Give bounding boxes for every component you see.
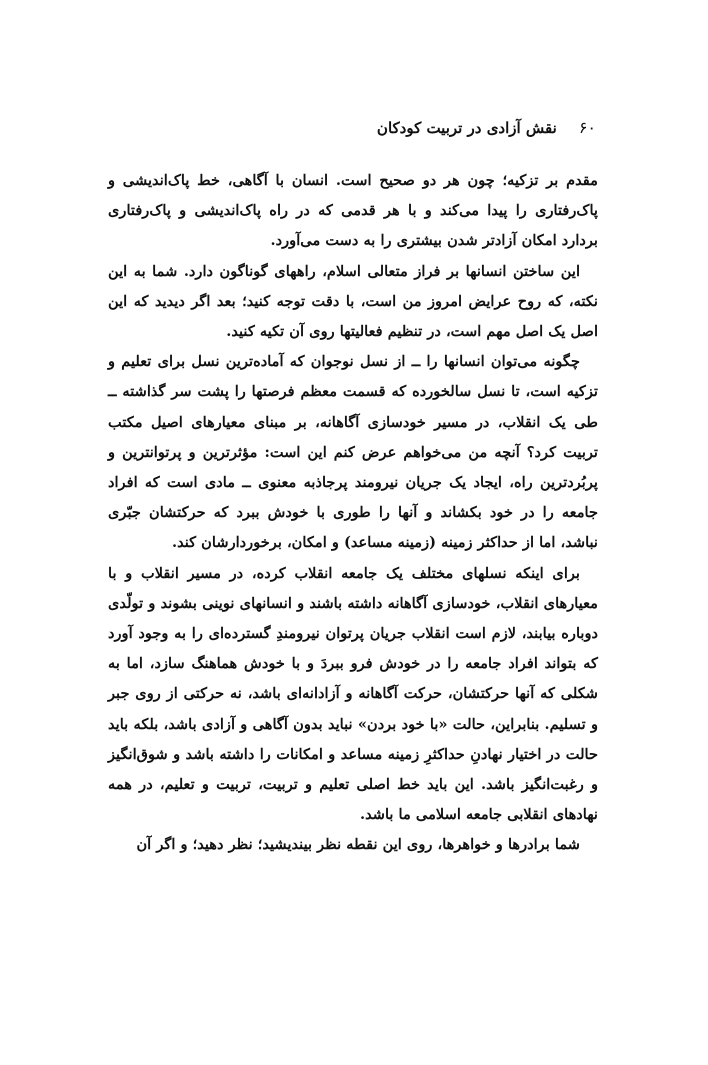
body-text [108, 166, 598, 861]
running-title: نقش آزادی در تربیت کودکان [376, 119, 557, 137]
page-number: ۶۰ [578, 118, 596, 137]
paragraph: چگونه می‌توان انسانها را ــ از نسل نوجوان که آماده‌ترین نسل برای تعلیم و تزکیه است، تا نسل سالخورده که قسمت معظم فرصتها را پشت سر گذاشته ــ طی یک انقلاب، در مسیر خودسازی آگاهانه، بر مبنای معیارهای اصیل مکتب تربیت کرد؟ آنچه من می‌خواهم عرض کنم این است: مؤثرترین و پرتوانترین و پربُردترین راه، ایجاد یک جریان نیرومند پرجاذبه معنوی ــ مادی است که افراد جامعه را در خود بکشاند و آنها را طوری با خودش ببرد که حرکتشان جبّری نباشد، اما از حداکثر زمینه (زمینه مساعد) و امکان، برخوردارشان کند. [108, 353, 598, 552]
paragraph: شما برادرها و خواهرها، روی این نقطه نظر بیندیشید؛ نظر دهید؛ و اگر آن [136, 836, 580, 854]
paragraph: برای اینکه نسلهای مختلف یک جامعه انقلاب کرده، در مسیر انقلاب و با معیارهای انقلاب، خودسازی آگاهانه داشته باشند و انسانهای نوینی بشوند و تولّدی دوباره بیابند، لازم است انقلاب جریان پرتوان نیرومندِ گسترده‌ای را به وجود آورد که بتواند افراد جامعه را در خودش فرو ببردَ و با خودش هماهنگ سازد، اما به شکلی که آنها حرکتشان، حرکت آگاهانه و آزادانه‌ای باشد، نه حرکتی از روی جبر و تسلیم. بنابراین، حالت «با خود بردن» نباید بدون آگاهی و آزادی باشد، بلکه باید حالت در اختیار نهادنِ حداکثرِ زمینه مساعد و امکانات را داشته باشد و شوق‌انگیز و رغبت‌انگیز باشد. این باید خط اصلی تعلیم و تربیت، تربیت و تعلیم، در همه نهادهای انقلابی جامعه اسلامی ما باشد. [108, 564, 598, 824]
running-header [120, 118, 596, 142]
paragraph: این ساختن انسانها بر فراز متعالی اسلام، راههای گوناگون دارد. شما به این نکته، که روح عرایض امروز من است، با دقت توجه کنید؛ بعد اگر دیدید که این اصل یک اصل مهم است، در تنظیم فعالیتها روی آن تکیه کنید. [108, 262, 598, 341]
paragraph: مقدم بر تزکیه؛ چون هر دو صحیح است. انسان با آگاهی، خط پاک‌اندیشی و پاک‌رفتاری را پیدا می‌کند و با هر قدمی که در راه پاک‌اندیشی و پاک‌رفتاری بردارد امکان آزادتر شدن بیشتری را به دست می‌آورد. [108, 172, 598, 250]
